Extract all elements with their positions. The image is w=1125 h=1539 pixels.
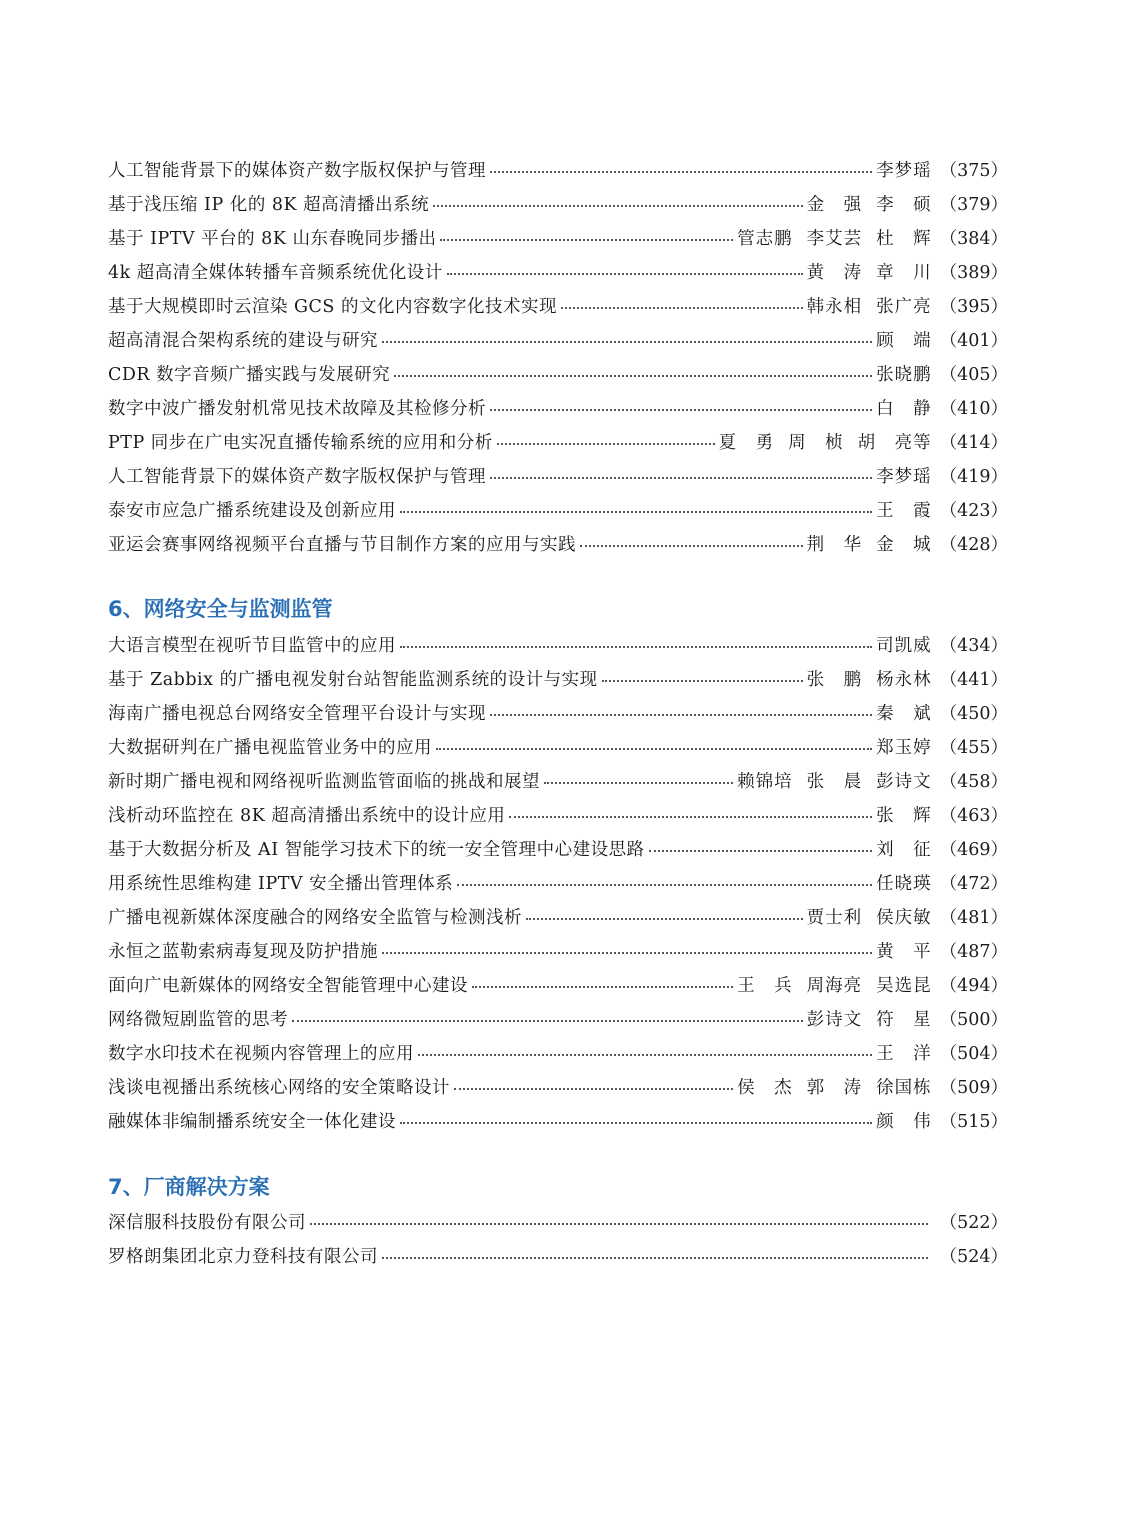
toc-entry-title: 融媒体非编制播系统安全一体化建设 — [108, 1111, 396, 1132]
toc-author: 王 霞 — [876, 500, 932, 521]
toc-entry-title: 浅谈电视播出系统核心网络的安全策略设计 — [108, 1077, 450, 1098]
dot-leader — [310, 1223, 928, 1225]
dot-leader — [382, 952, 872, 954]
toc-entry-authors — [807, 531, 940, 556]
toc-entry-authors — [876, 700, 940, 725]
toc-entry-title: 罗格朗集团北京力登科技有限公司 — [108, 1246, 378, 1267]
toc-author: 吴选昆 — [876, 975, 932, 996]
toc-entry-page: （469） — [939, 839, 1008, 860]
toc-entry-page: （389） — [939, 262, 1008, 283]
toc-entry-title: 数字中波广播发射机常见技术故障及其检修分析 — [108, 398, 486, 419]
toc-entry[interactable] — [108, 426, 1008, 456]
toc-author: 李梦瑶 — [876, 160, 932, 181]
toc-entry-authors — [876, 463, 940, 488]
dot-leader — [454, 1088, 733, 1090]
dot-leader — [382, 341, 872, 343]
dot-leader — [490, 714, 872, 716]
toc-entry-page: （472） — [939, 873, 1008, 894]
toc-author: 杨永林 — [876, 669, 932, 690]
toc-entry-page: （434） — [939, 635, 1008, 656]
toc-author: 顾 端 — [876, 330, 932, 351]
toc-entry-title: 海南广播电视总台网络安全管理平台设计与实现 — [108, 703, 486, 724]
toc-entry-page: （500） — [939, 1009, 1008, 1030]
toc-entry-title: 亚运会赛事网络视频平台直播与节目制作方案的应用与实践 — [108, 534, 576, 555]
toc-author: 章 川 — [876, 262, 932, 283]
dot-leader — [447, 273, 803, 275]
toc-entry-page: （384） — [939, 228, 1008, 249]
toc-entry-title: 人工智能背景下的媒体资产数字版权保护与管理 — [108, 466, 486, 487]
toc-entry-title: 基于大规模即时云渲染 GCS 的文化内容数字化技术实现 — [108, 296, 557, 317]
toc-entry-title: 基于大数据分析及 AI 智能学习技术下的统一安全管理中心建设思路 — [108, 839, 645, 860]
toc-entry[interactable] — [108, 629, 1008, 659]
toc-author: 荆 华 — [806, 534, 863, 555]
toc-entry-authors — [719, 429, 940, 454]
toc-author: 周 桢 — [788, 432, 844, 453]
toc-entry-title: 4k 超高清全媒体转播车音频系统优化设计 — [108, 262, 443, 283]
toc-author: 李 硕 — [876, 194, 932, 215]
dot-leader — [436, 748, 872, 750]
toc-entry-authors — [737, 1074, 940, 1099]
toc-entry-page: （405） — [939, 364, 1008, 385]
toc-entry-authors — [876, 395, 940, 420]
toc-author: 秦 斌 — [876, 703, 932, 724]
toc-author: 张晓鹏 — [876, 364, 932, 385]
toc-entry-page: （379） — [939, 194, 1008, 215]
dot-leader — [457, 884, 872, 886]
toc-entry-authors — [737, 225, 940, 250]
toc-entry-title: 用系统性思维构建 IPTV 安全播出管理体系 — [108, 873, 454, 894]
toc-entry-page: （455） — [939, 737, 1008, 758]
toc-entry-title: 新时期广播电视和网络视听监测监管面临的挑战和展望 — [108, 771, 540, 792]
toc-author: 杜 辉 — [876, 228, 932, 249]
toc-entry-title: 大语言模型在视听节目监管中的应用 — [108, 635, 396, 656]
dot-leader — [400, 511, 872, 513]
toc-entry-title: PTP 同步在广电实况直播传输系统的应用和分析 — [108, 432, 493, 453]
toc-entry[interactable] — [108, 833, 1008, 863]
toc-entry[interactable] — [108, 1105, 1008, 1135]
toc-entry-page: （401） — [939, 330, 1008, 351]
toc-entry-page: （509） — [939, 1077, 1008, 1098]
toc-entry-page: （410） — [939, 398, 1008, 419]
toc-entry-title: 深信服科技股份有限公司 — [108, 1212, 306, 1233]
toc-entry[interactable] — [108, 663, 1008, 693]
toc-entry-page: （504） — [939, 1043, 1008, 1064]
toc-entry-page: （458） — [939, 771, 1008, 792]
toc-entry-authors — [737, 768, 940, 793]
dot-leader — [472, 986, 733, 988]
toc-author: 张 晨 — [806, 771, 863, 792]
dot-leader — [602, 680, 803, 682]
toc-entry-authors — [876, 327, 940, 352]
toc-entry-title: 面向广电新媒体的网络安全智能管理中心建设 — [108, 975, 468, 996]
toc-author: 周海亮 — [806, 975, 863, 996]
toc-entry-title: 泰安市应急广播系统建设及创新应用 — [108, 500, 396, 521]
toc-entry-page: （487） — [939, 941, 1008, 962]
toc-entry-title: 人工智能背景下的媒体资产数字版权保护与管理 — [108, 160, 486, 181]
toc-entry-page: （515） — [939, 1111, 1008, 1132]
toc-entry[interactable] — [108, 935, 1008, 965]
toc-entry[interactable] — [108, 969, 1008, 999]
toc-entry-title: CDR 数字音频广播实践与发展研究 — [108, 364, 391, 385]
toc-entry[interactable] — [108, 697, 1008, 727]
toc-entry[interactable] — [108, 154, 1008, 184]
toc-entry[interactable] — [108, 290, 1008, 320]
toc-entry-authors — [876, 870, 940, 895]
dot-leader — [497, 443, 715, 445]
toc-author: 黄 涛 — [806, 262, 863, 283]
toc-author: 郑玉婷 — [876, 737, 932, 758]
dot-leader — [490, 171, 872, 173]
toc-entry-page: （481） — [939, 907, 1008, 928]
toc-entry-authors — [807, 1006, 940, 1031]
toc-entry-title: 数字水印技术在视频内容管理上的应用 — [108, 1043, 414, 1064]
dot-leader — [400, 1122, 872, 1124]
dot-leader — [292, 1020, 803, 1022]
dot-leader — [561, 307, 803, 309]
toc-author: 刘 征 — [876, 839, 932, 860]
toc-entry-page: （441） — [939, 669, 1008, 690]
toc-entry-page: （522） — [939, 1212, 1008, 1233]
toc-author: 侯庆敏 — [876, 907, 932, 928]
toc-entry[interactable] — [108, 901, 1008, 931]
toc-entry-page: （423） — [939, 500, 1008, 521]
toc-entry-authors — [807, 259, 940, 284]
toc-entry[interactable] — [108, 324, 1008, 354]
toc-author: 胡 亮等 — [857, 432, 932, 453]
toc-entry-page: （450） — [939, 703, 1008, 724]
toc-author: 李艾芸 — [806, 228, 863, 249]
toc-entry[interactable] — [108, 1206, 1008, 1236]
toc-entry-page: （419） — [939, 466, 1008, 487]
toc-author: 侯 杰 — [737, 1077, 793, 1098]
toc-author: 张 鹏 — [806, 669, 863, 690]
toc-entry[interactable] — [108, 358, 1008, 388]
toc-author: 管志鹏 — [737, 228, 793, 249]
dot-leader — [526, 918, 803, 920]
toc-author: 金 强 — [806, 194, 863, 215]
toc-entry[interactable] — [108, 1037, 1008, 1067]
dot-leader — [440, 239, 733, 241]
toc-entry-authors — [737, 972, 940, 997]
toc-author: 张 辉 — [876, 805, 932, 826]
toc-entry-authors — [807, 293, 940, 318]
toc-entry[interactable] — [108, 256, 1008, 286]
toc-entry[interactable] — [108, 528, 1008, 558]
section-heading-7: 7、厂商解决方案 — [108, 1175, 270, 1199]
toc-entry[interactable] — [108, 731, 1008, 761]
dot-leader — [433, 205, 802, 207]
toc-entry[interactable] — [108, 222, 1008, 252]
toc-author: 王 洋 — [876, 1043, 932, 1064]
toc-entry-page: （494） — [939, 975, 1008, 996]
toc-entry[interactable] — [108, 494, 1008, 524]
dot-leader — [580, 545, 803, 547]
toc-author: 司凯威 — [876, 635, 932, 656]
toc-entry-authors — [876, 157, 940, 182]
toc-author: 彭诗文 — [876, 771, 932, 792]
toc-author: 李梦瑶 — [876, 466, 932, 487]
toc-entry[interactable] — [108, 1071, 1008, 1101]
toc-entry-authors — [876, 802, 940, 827]
toc-entry-title: 基于 Zabbix 的广播电视发射台站智能监测系统的设计与实现 — [108, 669, 598, 690]
toc-author: 任晓瑛 — [876, 873, 932, 894]
toc-author: 颜 伟 — [876, 1111, 932, 1132]
dot-leader — [382, 1257, 928, 1259]
dot-leader — [544, 782, 733, 784]
toc-author: 王 兵 — [737, 975, 793, 996]
toc-entry-page: （395） — [939, 296, 1008, 317]
toc-author: 夏 勇 — [718, 432, 775, 453]
dot-leader — [649, 850, 872, 852]
toc-author: 赖锦培 — [737, 771, 793, 792]
toc-entry-page: （463） — [939, 805, 1008, 826]
toc-entry-authors — [876, 938, 940, 963]
toc-entry-authors — [876, 836, 940, 861]
toc-entry-page: （375） — [939, 160, 1008, 181]
toc-entry[interactable] — [108, 460, 1008, 490]
dot-leader — [509, 816, 872, 818]
toc-entry[interactable] — [108, 392, 1008, 422]
toc-author: 黄 平 — [876, 941, 932, 962]
toc-entry-title: 超高清混合架构系统的建设与研究 — [108, 330, 378, 351]
toc-author: 金 城 — [876, 534, 932, 555]
toc-entry-page: （524） — [939, 1246, 1008, 1267]
toc-entry-authors — [807, 904, 940, 929]
toc-author: 郭 涛 — [806, 1077, 863, 1098]
toc-entry[interactable] — [108, 765, 1008, 795]
toc-entry[interactable] — [108, 867, 1008, 897]
toc-entry-page: （414） — [939, 432, 1008, 453]
toc-entry-title: 永恒之蓝勒索病毒复现及防护措施 — [108, 941, 378, 962]
toc-entry-title: 基于浅压缩 IP 化的 8K 超高清播出系统 — [108, 194, 430, 215]
toc-author: 符 星 — [876, 1009, 932, 1030]
toc-entry-title: 网络微短剧监管的思考 — [108, 1009, 288, 1030]
toc-entry-authors — [876, 1108, 940, 1133]
toc-entry[interactable] — [108, 188, 1008, 218]
toc-entry[interactable] — [108, 1003, 1008, 1033]
toc-author: 张广亮 — [876, 296, 932, 317]
toc-entry-authors — [876, 632, 940, 657]
section-heading-6: 6、网络安全与监测监管 — [108, 597, 333, 621]
dot-leader — [394, 375, 872, 377]
toc-entry-title: 基于 IPTV 平台的 8K 山东春晚同步播出 — [108, 228, 437, 249]
toc-entry-authors — [807, 666, 940, 691]
toc-entry[interactable] — [108, 1240, 1008, 1270]
toc-entry-authors — [876, 1040, 940, 1065]
dot-leader — [418, 1054, 872, 1056]
toc-author: 徐国栋 — [876, 1077, 932, 1098]
toc-author: 彭诗文 — [806, 1009, 863, 1030]
toc-entry-title: 大数据研判在广播电视监管业务中的应用 — [108, 737, 432, 758]
toc-entry-title: 浅析动环监控在 8K 超高清播出系统中的设计应用 — [108, 805, 506, 826]
toc-author: 白 静 — [876, 398, 932, 419]
dot-leader — [400, 646, 872, 648]
toc-entry[interactable] — [108, 799, 1008, 829]
toc-entry-authors — [807, 191, 940, 216]
toc-entry-page: （428） — [939, 534, 1008, 555]
dot-leader — [490, 409, 872, 411]
dot-leader — [490, 477, 872, 479]
toc-author: 贾士利 — [806, 907, 863, 928]
toc-author: 韩永相 — [806, 296, 863, 317]
toc-entry-authors — [876, 497, 940, 522]
toc-entry-authors — [876, 361, 940, 386]
toc-entry-authors — [876, 734, 940, 759]
toc-entry-title: 广播电视新媒体深度融合的网络安全监管与检测浅析 — [108, 907, 522, 928]
